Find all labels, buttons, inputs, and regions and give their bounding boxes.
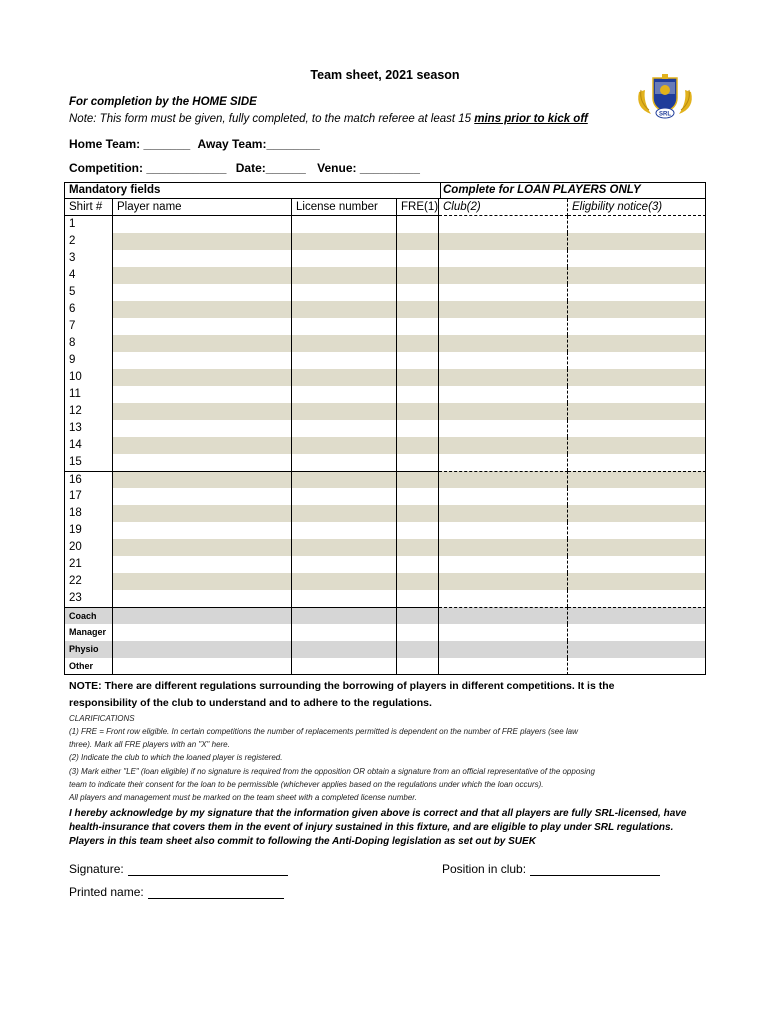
player-row [64,386,706,403]
player-row [64,352,706,369]
player-name-cell[interactable] [113,318,292,335]
player-name-cell[interactable] [113,488,292,505]
fre-cell[interactable] [397,437,439,454]
license-cell[interactable] [292,658,397,675]
license-cell[interactable] [292,250,397,267]
staff-row [64,658,706,675]
fre-cell[interactable] [397,386,439,403]
shirt-cell: 18 [64,505,113,522]
eligibility-cell[interactable] [568,437,706,454]
player-name-cell[interactable] [113,420,292,437]
player-row [64,522,706,539]
shirt-cell: 19 [64,522,113,539]
note-emphasis: mins prior to kick off [474,113,588,125]
eligibility-cell[interactable] [568,250,706,267]
column-header-license: License number [292,199,397,216]
license-cell[interactable] [292,386,397,403]
eligibility-cell[interactable] [568,556,706,573]
submission-note [69,113,588,125]
license-cell[interactable] [292,624,397,641]
page-title: Team sheet, 2021 season [310,68,460,82]
shirt-cell: 23 [64,590,113,607]
fre-cell[interactable] [397,505,439,522]
club-cell[interactable] [439,488,568,505]
player-name-cell[interactable] [113,454,292,471]
table-group-header [64,182,706,199]
shirt-cell: 10 [64,369,113,386]
club-cell[interactable] [439,352,568,369]
eligibility-cell[interactable] [568,352,706,369]
player-name-cell[interactable] [113,250,292,267]
column-header-fre: FRE(1) [397,199,439,216]
table-right-border [705,182,706,675]
shirt-cell: 6 [64,301,113,318]
shirt-cell: Other [64,658,113,675]
license-cell[interactable] [292,437,397,454]
club-cell[interactable] [439,505,568,522]
shirt-cell: 5 [64,284,113,301]
svg-text:SRL: SRL [659,111,671,118]
eligibility-cell[interactable] [568,539,706,556]
license-cell[interactable] [292,454,397,471]
fre-cell[interactable] [397,318,439,335]
printed-name-row [69,885,284,899]
column-header-row [64,199,706,216]
note-text: Note: This form must be given, fully completed, to the match referee at least 15 [69,113,475,125]
fre-cell[interactable] [397,607,439,624]
eligibility-cell[interactable] [568,403,706,420]
player-row [64,318,706,335]
player-name-cell[interactable] [113,437,292,454]
license-cell[interactable] [292,318,397,335]
column-header-shirt: Shirt # [64,199,113,216]
acknowledgement-line3: Players in this team sheet also commit to following the Anti-Doping legislation as set out by SUEK [69,836,536,847]
eligibility-cell[interactable] [568,607,706,624]
eligibility-cell[interactable] [568,216,706,233]
license-cell[interactable] [292,471,397,488]
completion-instruction: For completion by the HOME SIDE [69,96,257,108]
shirt-cell: 4 [64,267,113,284]
player-name-cell[interactable] [113,590,292,607]
player-name-cell[interactable] [113,556,292,573]
club-cell[interactable] [439,216,568,233]
shirt-cell: 3 [64,250,113,267]
club-cell[interactable] [439,556,568,573]
player-name-cell[interactable] [113,335,292,352]
eligibility-cell[interactable] [568,318,706,335]
player-name-cell[interactable] [113,233,292,250]
fre-cell[interactable] [397,590,439,607]
club-cell[interactable] [439,369,568,386]
shirt-cell: 7 [64,318,113,335]
license-cell[interactable] [292,403,397,420]
position-field[interactable] [530,875,660,876]
position-row [442,862,660,876]
club-cell[interactable] [439,318,568,335]
venue-field[interactable]: Venue: _________ [317,161,420,175]
club-cell[interactable] [439,522,568,539]
player-row [64,573,706,590]
shirt-cell: 8 [64,335,113,352]
regulations-note-line2: responsibility of the club to understand and to adhere to the regulations. [69,697,432,709]
player-row [64,556,706,573]
player-row [64,437,706,454]
club-cell[interactable] [439,607,568,624]
fre-cell[interactable] [397,488,439,505]
column-header-player-name: Player name [113,199,292,216]
competition-field[interactable]: Competition: ____________ [69,161,227,175]
player-row [64,284,706,301]
license-cell[interactable] [292,352,397,369]
player-name-cell[interactable] [113,522,292,539]
club-cell[interactable] [439,301,568,318]
fre-cell[interactable] [397,420,439,437]
license-cell[interactable] [292,522,397,539]
player-row [64,505,706,522]
player-name-cell[interactable] [113,369,292,386]
clarification-1: (1) FRE = Front row eligible. In certain competitions the number of replacements permitted is dependent on the number of FRE players (see law [69,727,578,736]
player-row [64,403,706,420]
club-cell[interactable] [439,454,568,471]
license-cell[interactable] [292,573,397,590]
license-cell[interactable] [292,607,397,624]
player-name-cell[interactable] [113,658,292,675]
eligibility-cell[interactable] [568,488,706,505]
player-row [64,267,706,284]
player-name-cell[interactable] [113,301,292,318]
eligibility-cell[interactable] [568,573,706,590]
club-cell[interactable] [439,471,568,488]
shirt-cell: 2 [64,233,113,250]
acknowledgement-line1: I hereby acknowledge by my signature that the information given above is correct and that all players are fully SRL-licensed, have [69,808,687,819]
player-name-cell[interactable] [113,607,292,624]
license-cell[interactable] [292,505,397,522]
fre-cell[interactable] [397,624,439,641]
date-field[interactable]: Date:______ [235,161,306,175]
shirt-cell: 17 [64,488,113,505]
player-row [64,471,706,488]
shirt-cell: 21 [64,556,113,573]
club-cell[interactable] [439,624,568,641]
shirt-cell: Physio [64,641,113,658]
eligibility-cell[interactable] [568,386,706,403]
license-cell[interactable] [292,233,397,250]
staff-row [64,607,706,624]
clarification-3b: team to indicate their consent for the loan to be permissible (whichever applies based on the regulations under which the loan occurs). [69,780,544,789]
fre-cell[interactable] [397,556,439,573]
fre-cell[interactable] [397,454,439,471]
clarification-2: (2) Indicate the club to which the loaned player is registered. [69,753,283,762]
fre-cell[interactable] [397,641,439,658]
shirt-cell: 9 [64,352,113,369]
regulations-note-line1: NOTE: There are different regulations surrounding the borrowing of players in different competitions. It is the [69,680,615,692]
player-name-cell[interactable] [113,216,292,233]
club-cell[interactable] [439,420,568,437]
fre-cell[interactable] [397,403,439,420]
column-header-club: Club(2) [439,199,568,216]
fre-cell[interactable] [397,369,439,386]
clarification-3: (3) Mark either "LE" (loan eligible) if no signature is required from the opposition OR obtain a signature from an official representative of the opposing [69,767,595,776]
shirt-cell: 16 [64,471,113,488]
away-team-field[interactable]: Away Team:________ [197,137,320,151]
shirt-cell: 14 [64,437,113,454]
staff-row [64,624,706,641]
club-cell[interactable] [439,233,568,250]
fre-cell[interactable] [397,471,439,488]
fre-cell[interactable] [397,352,439,369]
shirt-cell: 15 [64,454,113,471]
srl-logo-icon [633,72,697,120]
player-row [64,420,706,437]
shirt-cell: 13 [64,420,113,437]
signature-label: Signature: [69,862,124,876]
clarification-4: All players and management must be marked on the team sheet with a completed license number. [69,793,417,802]
shirt-cell: 20 [64,539,113,556]
license-cell[interactable] [292,488,397,505]
license-cell[interactable] [292,369,397,386]
club-cell[interactable] [439,573,568,590]
eligibility-cell[interactable] [568,505,706,522]
license-cell[interactable] [292,539,397,556]
eligibility-cell[interactable] [568,369,706,386]
player-name-cell[interactable] [113,403,292,420]
fre-cell[interactable] [397,522,439,539]
player-name-cell[interactable] [113,539,292,556]
player-row [64,454,706,471]
license-cell[interactable] [292,301,397,318]
fre-cell[interactable] [397,335,439,352]
eligibility-cell[interactable] [568,233,706,250]
player-name-cell[interactable] [113,624,292,641]
club-cell[interactable] [439,658,568,675]
player-name-cell[interactable] [113,352,292,369]
signature-field[interactable] [128,875,288,876]
club-cell[interactable] [439,386,568,403]
eligibility-cell[interactable] [568,284,706,301]
teams-line [69,137,320,151]
player-row [64,250,706,267]
player-name-cell[interactable] [113,284,292,301]
license-cell[interactable] [292,590,397,607]
player-row [64,233,706,250]
fre-cell[interactable] [397,539,439,556]
club-cell[interactable] [439,590,568,607]
eligibility-cell[interactable] [568,335,706,352]
fre-cell[interactable] [397,658,439,675]
shirt-cell: Manager [64,624,113,641]
license-cell[interactable] [292,335,397,352]
eligibility-cell[interactable] [568,658,706,675]
license-cell[interactable] [292,641,397,658]
player-row [64,216,706,233]
player-name-cell[interactable] [113,386,292,403]
club-cell[interactable] [439,641,568,658]
eligibility-cell[interactable] [568,301,706,318]
eligibility-cell[interactable] [568,641,706,658]
fre-cell[interactable] [397,216,439,233]
club-cell[interactable] [439,403,568,420]
staff-row [64,641,706,658]
player-row [64,590,706,607]
printed-name-field[interactable] [148,898,284,899]
player-row [64,488,706,505]
clarifications-title: CLARIFICATIONS [69,714,135,723]
acknowledgement-line2: health-insurance that covers them in the event of injury sustained in this fixture, and are eligible to play under SRL regulations. [69,822,674,833]
eligibility-cell[interactable] [568,624,706,641]
fre-cell[interactable] [397,233,439,250]
eligibility-cell[interactable] [568,590,706,607]
printed-name-label: Printed name: [69,885,144,899]
signature-row [69,862,288,876]
loan-players-label: Complete for LOAN PLAYERS ONLY [443,184,641,196]
club-cell[interactable] [439,267,568,284]
player-name-cell[interactable] [113,471,292,488]
fre-cell[interactable] [397,301,439,318]
position-label: Position in club: [442,862,527,876]
mandatory-fields-label: Mandatory fields [69,184,161,196]
player-row [64,539,706,556]
player-row [64,335,706,352]
player-row [64,369,706,386]
home-team-field[interactable]: Home Team: _______ [69,137,191,151]
eligibility-cell[interactable] [568,522,706,539]
clarification-1b: three). Mark all FRE players with an "X" here. [69,740,230,749]
license-cell[interactable] [292,216,397,233]
license-cell[interactable] [292,556,397,573]
eligibility-cell[interactable] [568,454,706,471]
club-cell[interactable] [439,284,568,301]
club-cell[interactable] [439,335,568,352]
fre-cell[interactable] [397,267,439,284]
player-name-cell[interactable] [113,641,292,658]
competition-line [69,161,420,175]
player-name-cell[interactable] [113,505,292,522]
eligibility-cell[interactable] [568,267,706,284]
fre-cell[interactable] [397,250,439,267]
shirt-cell: 22 [64,573,113,590]
player-row [64,301,706,318]
shirt-cell: 1 [64,216,113,233]
club-cell[interactable] [439,539,568,556]
fre-cell[interactable] [397,573,439,590]
club-cell[interactable] [439,250,568,267]
shirt-cell: 12 [64,403,113,420]
license-cell[interactable] [292,284,397,301]
player-name-cell[interactable] [113,267,292,284]
fre-cell[interactable] [397,284,439,301]
license-cell[interactable] [292,420,397,437]
shirt-cell: 11 [64,386,113,403]
shirt-cell: Coach [64,607,113,624]
eligibility-cell[interactable] [568,471,706,488]
player-name-cell[interactable] [113,573,292,590]
club-cell[interactable] [439,437,568,454]
column-header-eligibility: Eligbility notice(3) [568,199,706,216]
license-cell[interactable] [292,267,397,284]
eligibility-cell[interactable] [568,420,706,437]
